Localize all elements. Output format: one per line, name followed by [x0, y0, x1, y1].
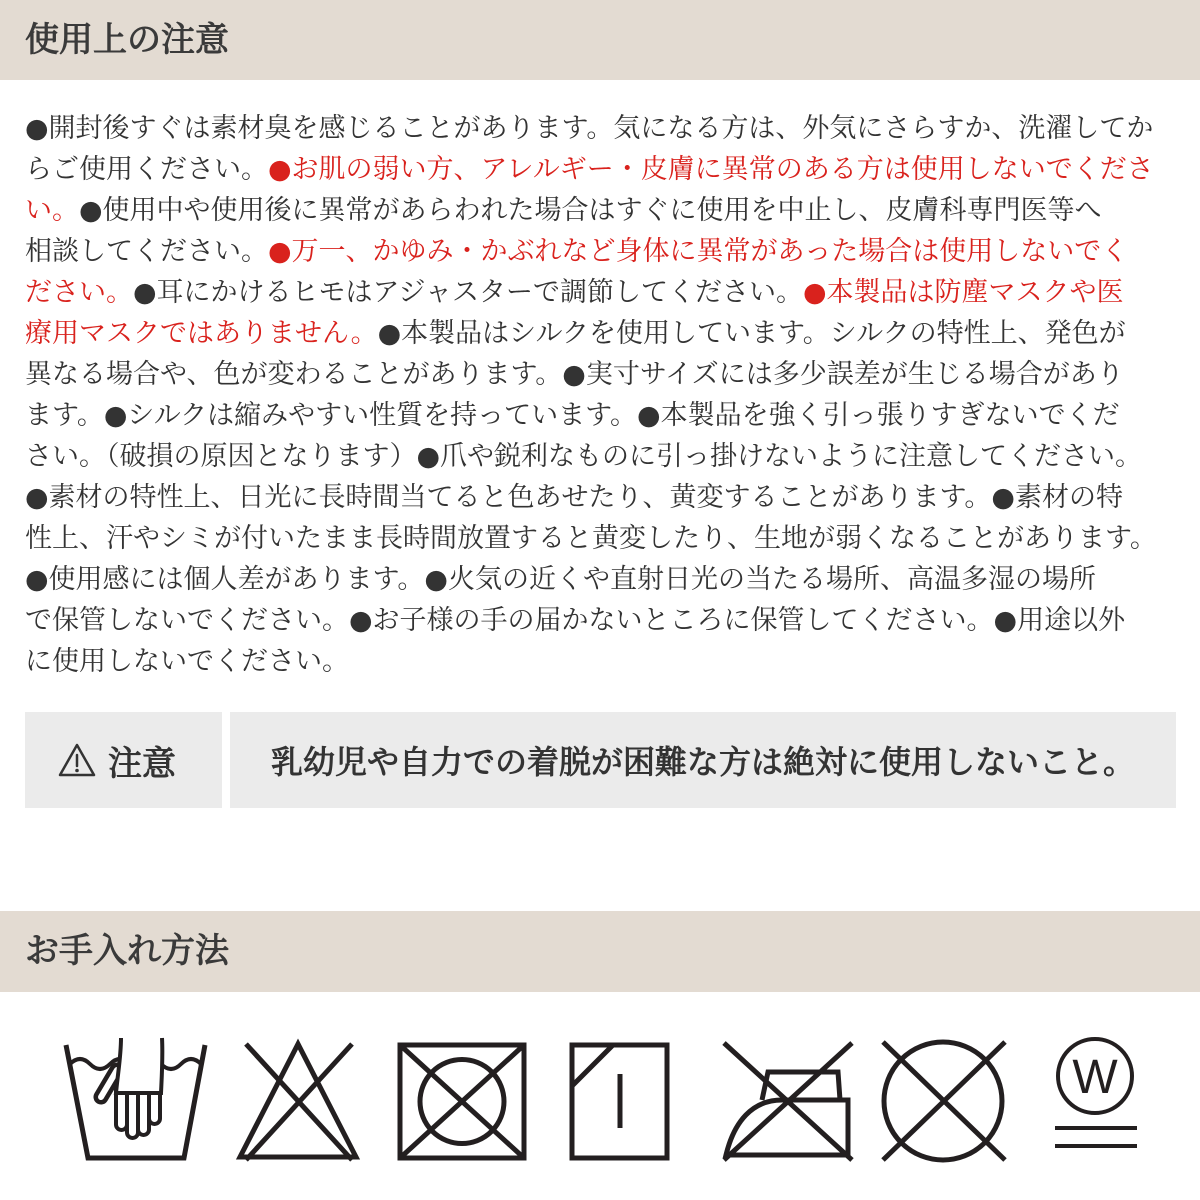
- caution-label: 注意: [108, 743, 176, 784]
- precautions-line: [25, 641, 1185, 682]
- gentle-underlines: [1055, 1128, 1137, 1146]
- exclamation-dot: [75, 769, 79, 773]
- precautions-line: [25, 190, 1185, 231]
- precaution-text: 相談してください。: [25, 236, 268, 267]
- no-tumble-dry-icon: [400, 1045, 524, 1158]
- precaution-text: ●使用感には個人差があります。●火気の近くや直射日光の当たる場所、高温多湿の場所: [25, 564, 1096, 595]
- care-symbols: [0, 1000, 1200, 1200]
- precaution-text: ●使用中や使用後に異常があらわれた場合はすぐに使用を中止し、皮膚科専門医等へ: [79, 195, 1102, 226]
- shade-diagonal: [572, 1045, 613, 1086]
- precaution-warning-text: ●お肌の弱い方、アレルギー・皮膚に異常のある方は使用しないでくださ: [268, 154, 1154, 185]
- precautions-header: [0, 0, 1200, 80]
- precautions-line: [25, 354, 1185, 395]
- precautions-line: [25, 272, 1185, 313]
- precautions-line: [25, 518, 1185, 559]
- precaution-text: らご使用ください。: [25, 154, 268, 185]
- no-iron-icon: [724, 1043, 852, 1160]
- precaution-text: ●素材の特性上、日光に長時間当てると色あせたり、黄変することがあります。●素材の特: [25, 482, 1123, 513]
- iron-body: [726, 1100, 848, 1155]
- precautions-line: [25, 231, 1185, 272]
- precaution-warning-text: ●万一、かゆみ・かぶれなど身体に異常があった場合は使用しないでく: [268, 236, 1129, 267]
- precaution-warning-text: い。: [25, 195, 79, 226]
- precaution-text: で保管しないでください。●お子様の手の届かないところに保管してください。●用途以外: [25, 605, 1126, 636]
- care-title: お手入れ方法: [25, 931, 229, 971]
- warning-triangle-icon: [58, 742, 96, 778]
- care-header: [0, 911, 1200, 992]
- precaution-text: ●本製品はシルクを使用しています。シルクの特性上、発色が: [377, 318, 1126, 349]
- precaution-text: ます。●シルクは縮みやすい性質を持っています。●本製品を強く引っ張りすぎないでくだ: [25, 400, 1120, 431]
- precaution-warning-text: ださい。: [25, 277, 133, 308]
- precaution-text: に使用しないでください。: [25, 646, 349, 677]
- precautions-line: [25, 600, 1185, 641]
- no-dry-clean-icon: [883, 1042, 1005, 1160]
- precautions-line: [25, 395, 1185, 436]
- precautions-line: [25, 436, 1185, 477]
- palm: [116, 1038, 162, 1093]
- caution-message: 乳幼児や自力での着脱が困難な方は絶対に使用しないこと。: [270, 743, 1135, 781]
- wet-clean-icon: [1055, 1039, 1137, 1146]
- hand-wash-icon: [66, 1038, 205, 1158]
- precaution-warning-text: ●本製品は防塵マスクや医: [802, 277, 1124, 308]
- line-dry-in-shade-icon: [572, 1045, 667, 1158]
- precaution-text: 異なる場合や、色が変わることがあります。●実寸サイズには多少誤差が生じる場合があり: [25, 359, 1124, 390]
- precautions-title: 使用上の注意: [25, 20, 229, 60]
- precautions-line: [25, 313, 1185, 354]
- wet-clean-letter: W: [1072, 1051, 1118, 1104]
- cross-out-lines: [246, 1044, 352, 1160]
- caution-message-cell: [230, 712, 1176, 808]
- caution-notice: [25, 712, 1176, 808]
- precaution-text: ●開封後すぐは素材臭を感じることがあります。気になる方は、外気にさらすか、洗濯してか: [25, 113, 1154, 144]
- precautions-line: [25, 559, 1185, 600]
- precautions-line: [25, 477, 1185, 518]
- precaution-text: 性上、汗やシミが付いたまま長時間放置すると黄変したり、生地が弱くなることがあります。: [25, 523, 1157, 554]
- precautions-line: [25, 149, 1185, 190]
- precaution-warning-text: 療用マスクではありません。: [25, 318, 378, 349]
- precaution-text: ●耳にかけるヒモはアジャスターで調節してください。: [133, 277, 803, 308]
- no-bleach-icon: [240, 1044, 356, 1160]
- precaution-text: さい。（破損の原因となります）●爪や鋭利なものに引っ掛けないように注意してください。: [25, 441, 1143, 472]
- precautions-text: [25, 108, 1185, 682]
- caution-label-cell: [25, 712, 222, 808]
- cross-out-lines: [883, 1042, 1005, 1160]
- precautions-line: [25, 108, 1185, 149]
